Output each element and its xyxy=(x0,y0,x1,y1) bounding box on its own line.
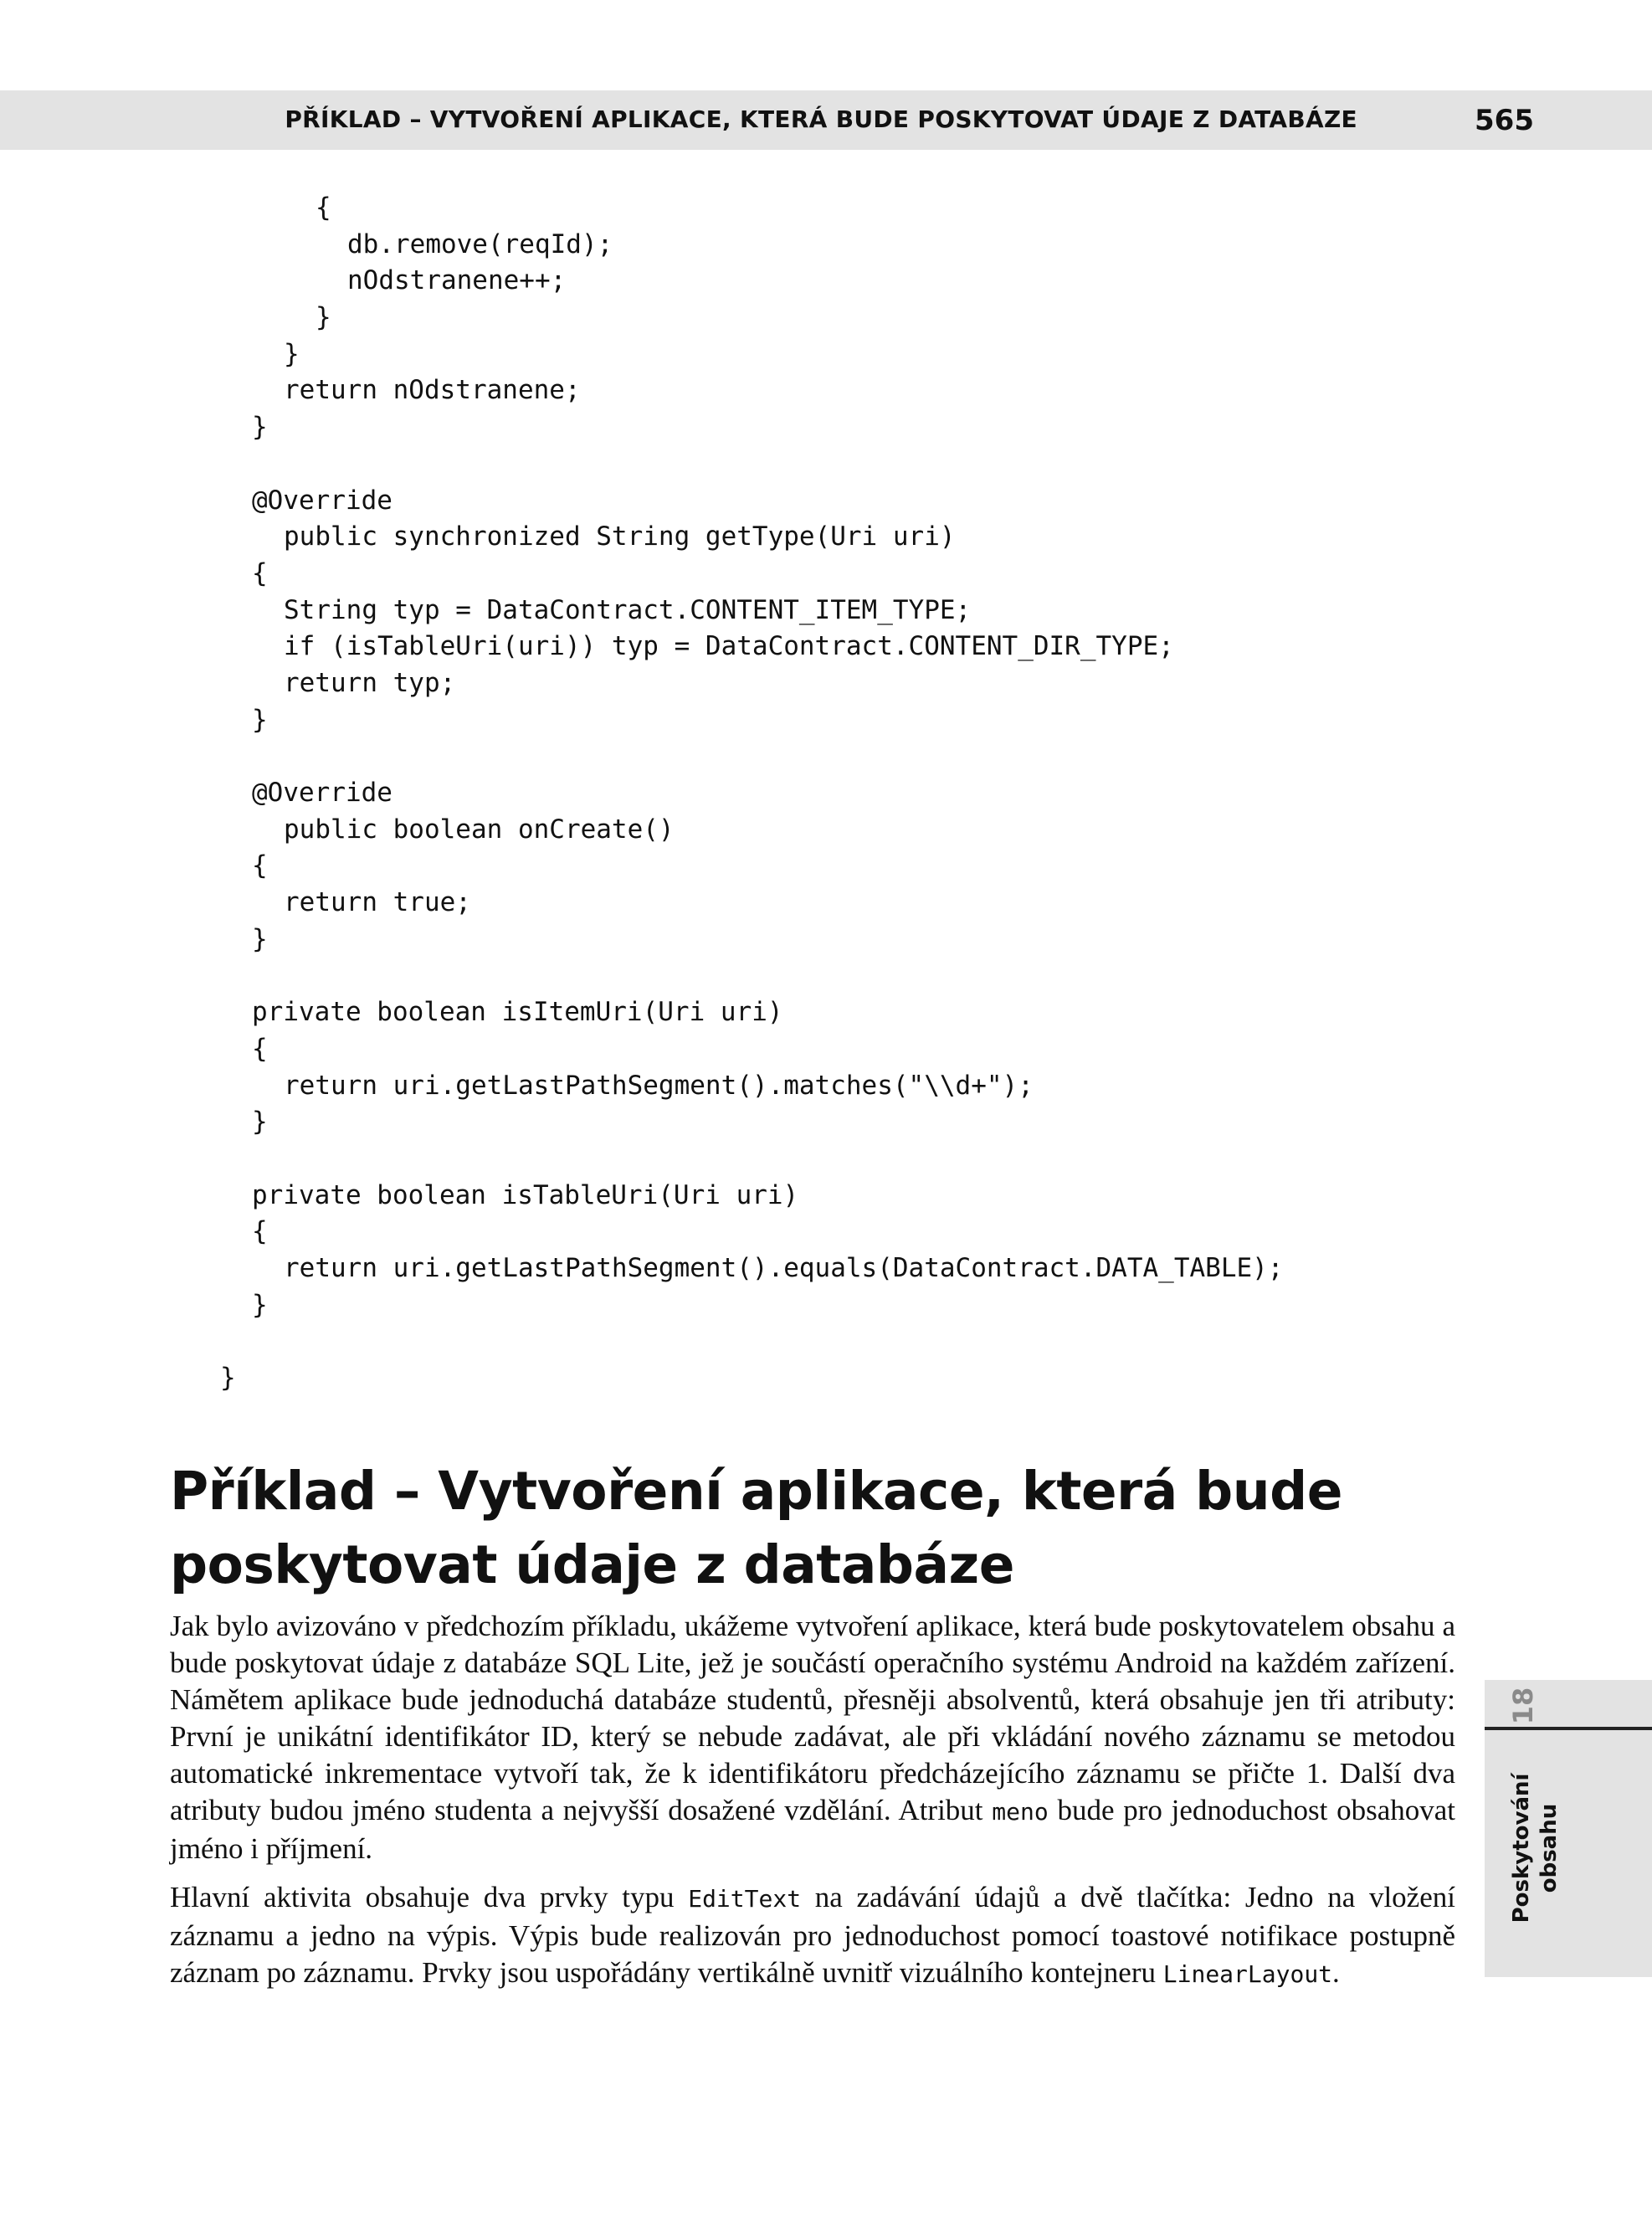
code-line: } xyxy=(252,923,268,954)
chapter-tab-divider xyxy=(1485,1727,1652,1730)
code-line: @Override xyxy=(252,485,392,516)
code-line: } xyxy=(284,338,300,369)
paragraph-2-text-a: Hlavní aktivita obsahuje dva prvky typu xyxy=(170,1881,689,1913)
paragraph-2 xyxy=(170,1879,1455,1993)
chapter-tab-label-line-2: obsahu xyxy=(1537,1803,1562,1893)
code-line: } xyxy=(220,1363,236,1393)
code-line: String typ = DataContract.CONTENT_ITEM_TYPE; xyxy=(284,594,972,625)
code-line: return uri.getLastPathSegment().matches("\\d+"); xyxy=(284,1070,1034,1101)
code-line: nOdstranene++; xyxy=(347,265,567,296)
code-line: } xyxy=(252,704,268,735)
chapter-number: 18 xyxy=(1507,1687,1539,1725)
code-line xyxy=(0,738,1283,775)
section-heading-line-2: poskytovat údaje z databáze xyxy=(170,1534,1014,1595)
code-line xyxy=(0,1323,1283,1360)
code-line: private boolean isTableUri(Uri uri) xyxy=(252,1179,799,1210)
code-line xyxy=(0,446,1283,483)
code-line: } xyxy=(252,1289,268,1320)
code-line: public synchronized String getType(Uri uri) xyxy=(284,521,956,552)
code-line: db.remove(reqId); xyxy=(347,229,613,259)
chapter-tab-label-line-1: Poskytování xyxy=(1509,1773,1534,1924)
section-heading xyxy=(170,1455,1342,1602)
chapter-tab-label xyxy=(1497,1748,1574,1949)
code-line: } xyxy=(252,1107,268,1138)
code-line: { xyxy=(252,557,268,588)
paragraph-1-text-a: Jak bylo avizováno v předchozím příkladu, ukážeme vytvoření aplikace, která bude poskytovatelem obsahu a bude poskytovat údaje z databáze SQL Lite, jež je součástí operačního systému Android na každém zařízení. Námětem aplikace bude jednoduchá databáze studentů, přesněji absolventů, která obsahuje jen tři atributy: První je unikátní identifikátor ID, který se nebude zadávat, ale při vkládání nového záznamu se metodou automatické inkrementace vytvoří tak, že k identifikátoru předcházejícího záznamu se přičte 1. Další dva atributy budou jméno studenta a nejvyšší dosažené vzdělání. Atribut xyxy=(170,1610,1455,1826)
code-line: return nOdstranene; xyxy=(284,375,581,406)
paragraph-1 xyxy=(170,1608,1455,1867)
code-line xyxy=(0,1141,1283,1178)
code-line: return uri.getLastPathSegment().equals(DataContract.DATA_TABLE); xyxy=(284,1252,1284,1283)
page-number: 565 xyxy=(1475,104,1534,137)
inline-code-meno: meno xyxy=(992,1798,1049,1826)
code-line: public boolean onCreate() xyxy=(284,814,675,845)
code-line xyxy=(0,958,1283,994)
code-line: { xyxy=(252,1216,268,1247)
inline-code-edittext: EditText xyxy=(688,1885,802,1913)
code-line: return true; xyxy=(284,887,471,918)
code-line: } xyxy=(316,302,331,333)
code-line: { xyxy=(252,1033,268,1064)
section-heading-line-1: Příklad – Vytvoření aplikace, která bude xyxy=(170,1461,1342,1522)
code-line: return typ; xyxy=(284,667,456,698)
paragraph-1-text-b: bude pro jednoduchost obsahovat jméno i příjmení. xyxy=(170,1794,1455,1865)
code-line: { xyxy=(252,850,268,881)
code-line: if (isTableUri(uri)) typ = DataContract.CONTENT_DIR_TYPE; xyxy=(284,631,1174,662)
inline-code-linearlayout: LinearLayout xyxy=(1162,1960,1333,1988)
code-line: @Override xyxy=(252,778,392,808)
paragraph-2-text-c: . xyxy=(1332,1956,1340,1989)
code-listing xyxy=(0,190,1283,1397)
paragraph-2-text-b: na zadávání údajů a dvě tlačítka: Jedno na vložení záznamu a jedno na výpis. Výpis bude realizován pro jednoduchost pomocí toastové notifikace postupně záznam po záznamu. Prvky jsou uspořádány vertikálně uvnitř vizuálního kontejneru xyxy=(170,1881,1455,1989)
code-line: { xyxy=(316,193,331,223)
running-head: PŘÍKLAD – VYTVOŘENÍ APLIKACE, KTERÁ BUDE POSKYTOVAT ÚDAJE Z DATABÁZE xyxy=(285,105,1357,133)
body-text xyxy=(170,1608,1455,2005)
code-line: private boolean isItemUri(Uri uri) xyxy=(252,997,783,1028)
code-line: } xyxy=(252,412,268,443)
